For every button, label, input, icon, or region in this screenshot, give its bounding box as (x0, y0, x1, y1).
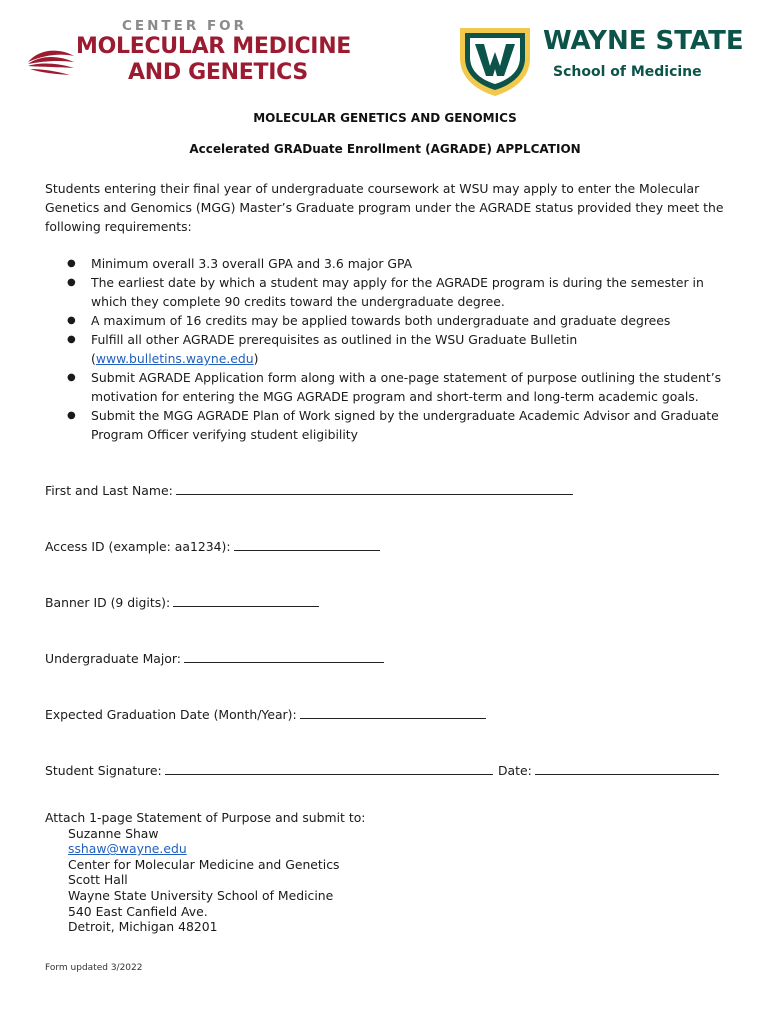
wayne-state-shield-icon (456, 24, 534, 98)
logo-and-genetics-text: AND GENETICS (128, 60, 308, 85)
requirement-item: ● Submit the MGG AGRADE Plan of Work signed by the undergraduate Academic Advisor and Graduate Program Officer verifying student eligibility (67, 408, 719, 442)
cmmg-logo (26, 18, 386, 86)
requirements-list (45, 254, 735, 444)
bullet-icon: ● (67, 372, 76, 383)
form-updated-note: Form updated 3/2022 (45, 963, 143, 973)
banner-id-blank[interactable] (173, 593, 319, 607)
contact-org: Center for Molecular Medicine and Genetics (68, 856, 340, 872)
contact-city: Detroit, Michigan 48201 (68, 919, 218, 935)
logo-wayne-state-text: WAYNE STATE (543, 26, 744, 56)
requirement-item: ● The earliest date by which a student may apply for the AGRADE program is during the semester in which they complete 90 credits toward the undergraduate degree. (67, 275, 704, 309)
document-title: MOLECULAR GENETICS AND GENOMICS (253, 111, 517, 125)
bulletin-link[interactable]: www.bulletins.wayne.edu (95, 351, 254, 366)
major-field (45, 649, 384, 666)
logo-school-of-medicine-text: School of Medicine (553, 64, 702, 80)
logo-center-for-text: CENTER FOR (122, 18, 248, 34)
requirement-item: ● Minimum overall 3.3 overall GPA and 3.6 major GPA (67, 256, 413, 271)
date-field (498, 761, 719, 778)
access-id-blank[interactable] (234, 537, 380, 551)
contact-email-link[interactable]: sshaw@wayne.edu (68, 841, 187, 857)
requirement-item: ● Fulfill all other AGRADE prerequisites as outlined in the WSU Graduate Bulletin (www.bulletins.wayne.edu) (67, 332, 578, 366)
graduation-date-field (45, 705, 486, 722)
requirement-item: ● Submit AGRADE Application form along with a one-page statement of purpose outlining the student’s motivation for entering the MGG AGRADE program and short-term and long-term academic goals. (67, 370, 722, 404)
banner-id-field (45, 593, 319, 610)
contact-name: Suzanne Shaw (68, 825, 159, 841)
contact-building: Scott Hall (68, 872, 128, 888)
submission-info (45, 810, 365, 935)
date-label: Date: (498, 763, 532, 778)
bullet-icon: ● (67, 410, 76, 421)
signature-field (45, 761, 493, 778)
wayne-state-logo (456, 24, 756, 100)
document-subtitle: Accelerated GRADuate Enrollment (AGRADE) APPLCATION (189, 142, 581, 156)
submission-heading: Attach 1-page Statement of Purpose and submit to: (45, 810, 366, 825)
intro-line: following requirements: (45, 219, 192, 234)
access-id-field (45, 537, 380, 554)
graduation-date-blank[interactable] (300, 705, 486, 719)
access-id-label: Access ID (example: aa1234): (45, 539, 231, 554)
signature-label: Student Signature: (45, 763, 162, 778)
name-field (45, 481, 573, 498)
contact-street: 540 East Canfield Ave. (68, 903, 208, 919)
signature-blank[interactable] (165, 761, 493, 775)
intro-line: Genetics and Genomics (MGG) Master’s Graduate program under the AGRADE status provided they meet the (45, 200, 724, 215)
bullet-icon: ● (67, 258, 76, 269)
requirement-item: ● A maximum of 16 credits may be applied towards both undergraduate and graduate degrees (67, 313, 671, 328)
contact-school: Wayne State University School of Medicine (68, 887, 334, 903)
logo-molecular-medicine-text: MOLECULAR MEDICINE (76, 34, 352, 59)
name-label: First and Last Name: (45, 483, 173, 498)
bullet-icon: ● (67, 334, 76, 345)
banner-id-label: Banner ID (9 digits): (45, 595, 171, 610)
graduation-date-label: Expected Graduation Date (Month/Year): (45, 707, 297, 722)
major-label: Undergraduate Major: (45, 651, 181, 666)
intro-paragraph (45, 179, 735, 236)
date-blank[interactable] (535, 761, 719, 775)
major-blank[interactable] (184, 649, 384, 663)
intro-line: Students entering their final year of undergraduate coursework at WSU may apply to enter the Molecular (45, 181, 700, 196)
cmmg-emblem-icon (26, 46, 76, 78)
name-blank[interactable] (176, 481, 573, 495)
bullet-icon: ● (67, 315, 76, 326)
bullet-icon: ● (67, 277, 76, 288)
